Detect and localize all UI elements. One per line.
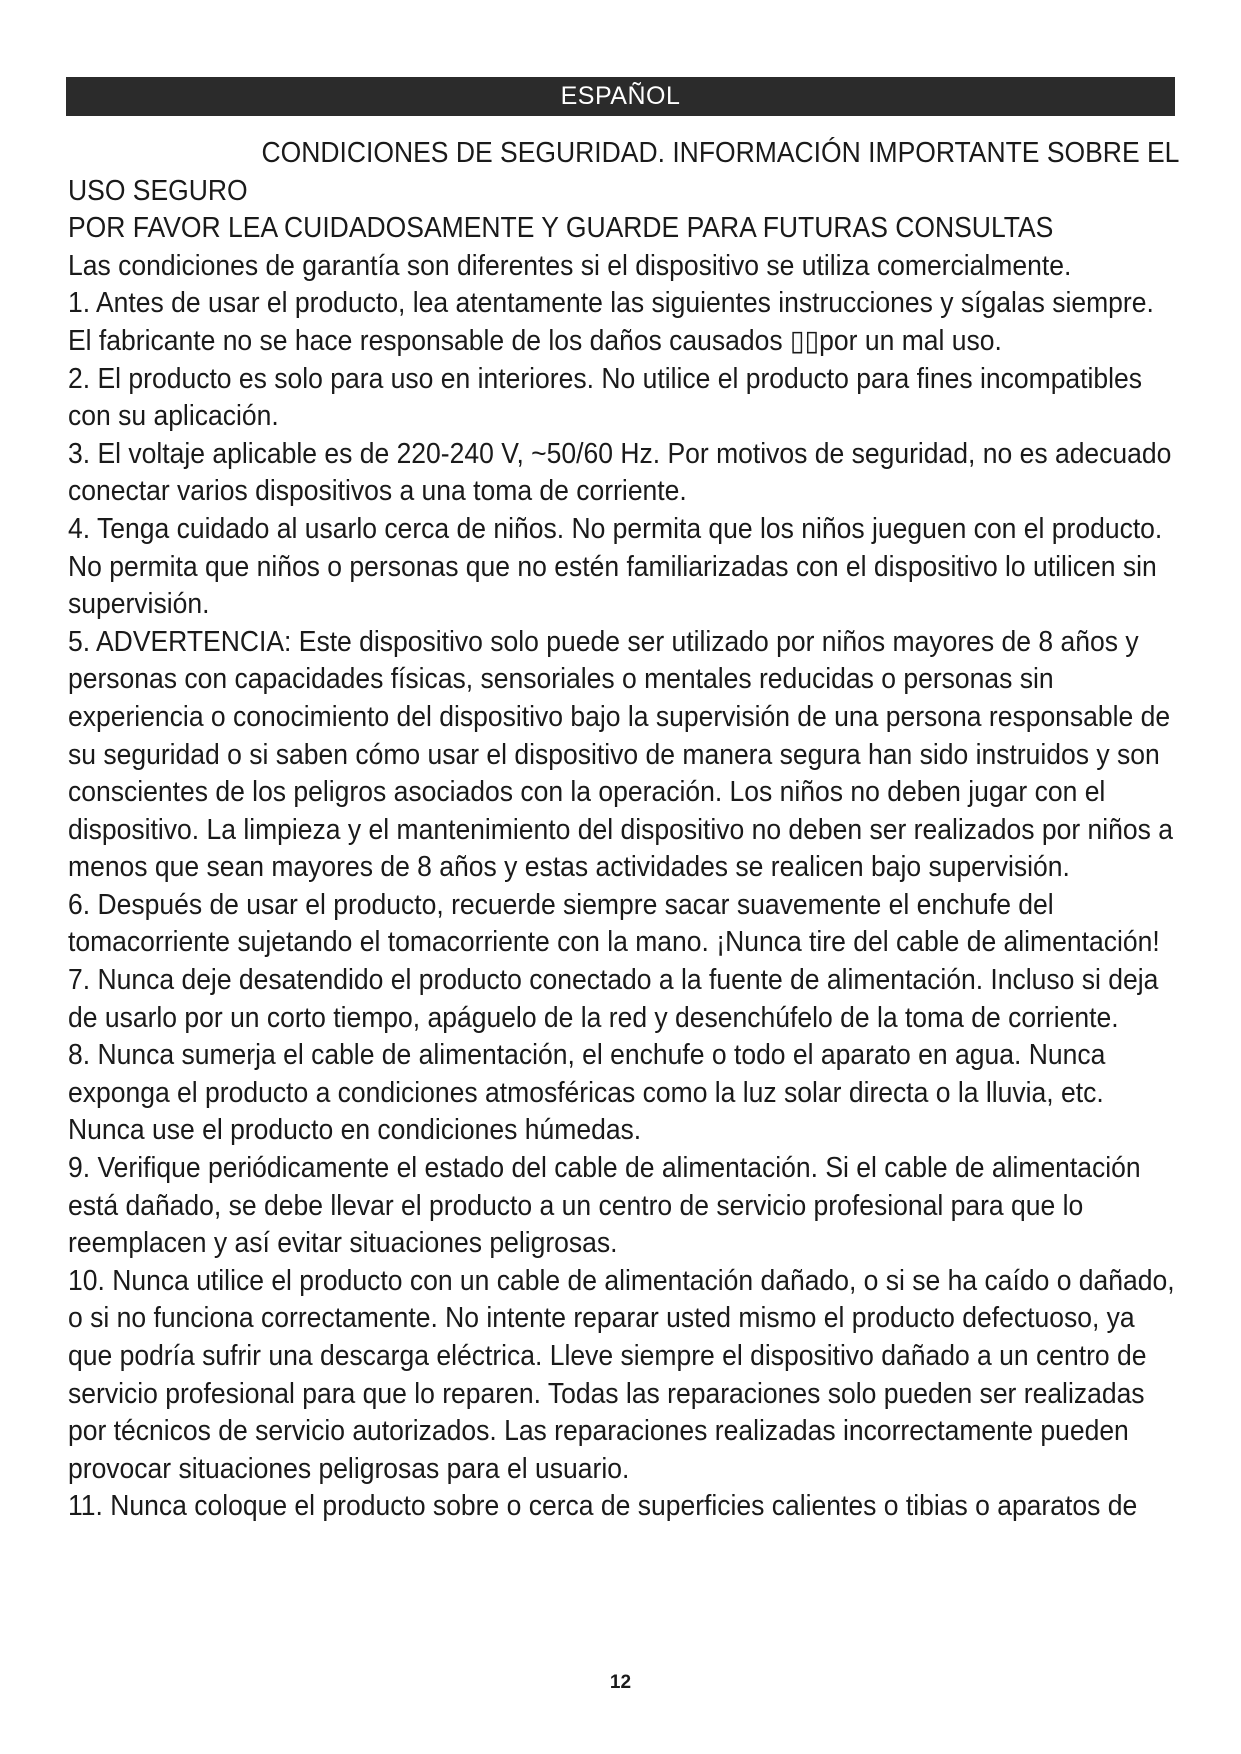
safety-item-6: 6. Después de usar el producto, recuerde siempre sacar suavemente el enchufe del tomacorriente sujetando el tomacorriente con la mano. ¡Nunca tire del cable de alimentación! xyxy=(68,888,1160,959)
safety-item-3: 3. El voltaje aplicable es de 220-240 V, ~50/60 Hz. Por motivos de seguridad, no es adecuado conectar varios dispositivos a una toma de corriente. xyxy=(68,437,1172,508)
safety-item-4: 4. Tenga cuidado al usarlo cerca de niños. No permita que los niños jueguen con el producto. No permita que niños o personas que no estén familiarizadas con el dispositivo lo utilicen sin supervisión. xyxy=(68,512,1163,621)
safety-item-9: 9. Verifique periódicamente el estado del cable de alimentación. Si el cable de alimentación está dañado, se debe llevar el producto a un centro de servicio profesional para que lo reemplacen y así evitar situaciones peligrosas. xyxy=(68,1152,1141,1260)
warranty-note: Las condiciones de garantía son diferentes si el dispositivo se utiliza comercialmente. xyxy=(68,249,1072,282)
section-subheading: POR FAVOR LEA CUIDADOSAMENTE Y GUARDE PARA FUTURAS CONSULTAS xyxy=(68,212,1054,245)
safety-item-11: 11. Nunca coloque el producto sobre o cerca de superficies calientes o tibias o aparatos de xyxy=(68,1490,1138,1523)
safety-item-2: 2. El producto es solo para uso en interiores. No utilice el producto para fines incompatibles con su aplicación. xyxy=(68,362,1143,433)
section-heading: CONDICIONES DE SEGURIDAD. INFORMACIÓN IMPORTANTE SOBRE EL USO SEGURO xyxy=(68,137,1179,207)
safety-item-1: 1. Antes de usar el producto, lea atentamente las siguientes instrucciones y sígalas siempre. El fabricante no se hace responsable de los daños causados ▯▯por un mal uso. xyxy=(68,287,1154,357)
safety-item-10: 10. Nunca utilice el producto con un cable de alimentación dañado, o si se ha caído o dañado, o si no funciona correctamente. No intente reparar usted mismo el producto defectuoso, ya que podría sufrir una descarga eléctrica. Lleve siempre el dispositivo dañado a un centro de servicio profesional para que lo reparen. Todas las reparaciones solo pueden ser realizadas por técnicos de servicio autorizados. Las reparaciones realizadas incorrectamente pueden provocar situaciones peligrosas para el usuario. xyxy=(68,1264,1175,1485)
document-body xyxy=(68,135,1183,1526)
safety-item-7: 7. Nunca deje desatendido el producto conectado a la fuente de alimentación. Incluso si deja de usarlo por un corto tiempo, apáguelo de la red y desenchúfelo de la toma de corriente. xyxy=(68,964,1159,1034)
page-number: 12 xyxy=(609,1672,632,1693)
safety-item-5: 5. ADVERTENCIA: Este dispositivo solo puede ser utilizado por niños mayores de 8 años y personas con capacidades físicas, sensoriales o mentales reducidas o personas sin experiencia o conocimiento del dispositivo bajo la supervisión de una persona responsable de su seguridad o si saben cómo usar el dispositivo de manera segura han sido instruidos y son conscientes de los peligros asociados con la operación. Los niños no deben jugar con el dispositivo. La limpieza y el mantenimiento del dispositivo no deben ser realizados por niños a menos que sean mayores de 8 años y estas actividades se realicen bajo supervisión. xyxy=(68,625,1173,884)
language-label: ESPAÑOL xyxy=(560,82,681,110)
safety-item-8: 8. Nunca sumerja el cable de alimentación, el enchufe o todo el aparato en agua. Nunca exponga el producto a condiciones atmosféricas como la luz solar directa o la lluvia, etc. Nunca use el producto en condiciones húmedas. xyxy=(68,1039,1106,1147)
language-header-bar xyxy=(66,77,1175,116)
